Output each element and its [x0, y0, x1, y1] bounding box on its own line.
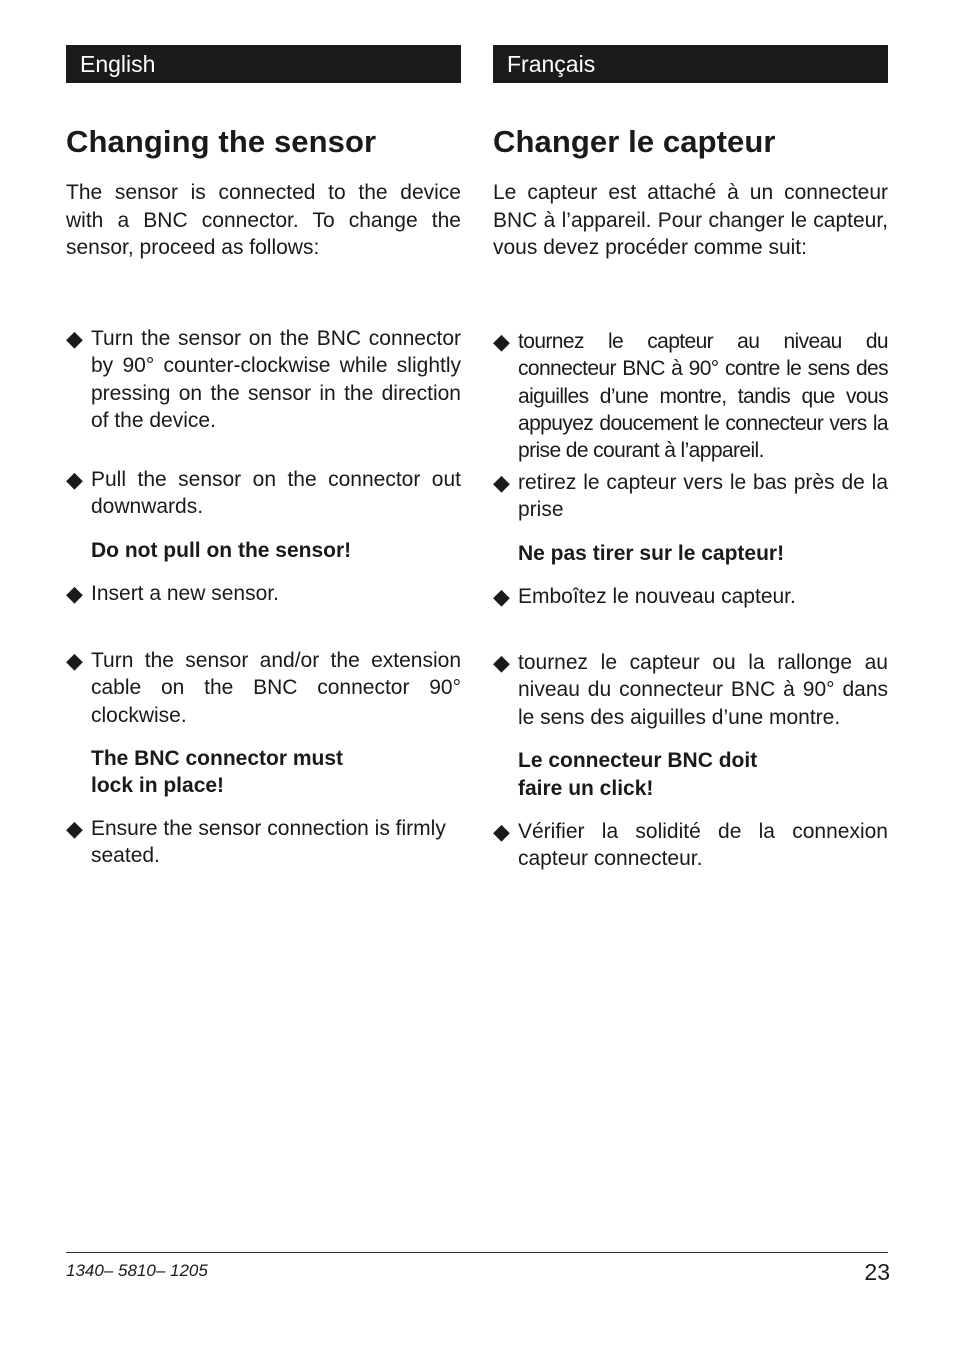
step-text: tournez le capteur au niveau du connecteur BNC à 90° contre le sens des aiguilles d’une montre, tandis que vous appuyez doucement le connecteur vers la prise de courant à l’appareil.: [518, 330, 888, 463]
warning-note: faire un click!: [518, 777, 654, 800]
step-text: retirez le capteur vers le bas près de la prise: [518, 471, 888, 522]
diamond-bullet-icon: ◆: [66, 326, 83, 351]
step-item: [493, 649, 888, 731]
step-text: Turn the sensor on the BNC connector by 90° counter-clockwise while slightly pressing on the sensor in the direction of the device.: [91, 327, 461, 432]
diamond-bullet-icon: ◆: [66, 648, 83, 673]
intro-paragraph-french: Le capteur est attaché à un connecteur BNC à l’appareil. Pour changer le capteur, vous devez procéder comme suit:: [493, 181, 888, 259]
step-item: [66, 325, 461, 434]
warning-note: Do not pull on the sensor!: [91, 539, 352, 562]
warning-note: Ne pas tirer sur le capteur!: [518, 542, 785, 565]
diamond-bullet-icon: ◆: [493, 650, 510, 675]
language-header-english: English: [66, 45, 461, 83]
step-item: [66, 815, 461, 870]
warning-note: lock in place!: [91, 774, 225, 797]
page-title-english: Changing the sensor: [66, 124, 377, 159]
page-title-french: Changer le capteur: [493, 124, 776, 159]
step-text: Vérifier la solidité de la connexion capteur connecteur.: [518, 820, 888, 871]
step-text: tournez le capteur ou la rallonge au niveau du connecteur BNC à 90° dans le sens des aiguilles d’une montre.: [518, 651, 888, 729]
diamond-bullet-icon: ◆: [66, 816, 83, 841]
page-number: 23: [864, 1259, 890, 1285]
diamond-bullet-icon: ◆: [66, 581, 83, 606]
step-item: [493, 328, 888, 464]
language-header-french: Français: [493, 45, 888, 83]
step-text: Pull the sensor on the connector out downwards.: [91, 468, 461, 519]
step-text: Emboîtez le nouveau capteur.: [518, 585, 796, 608]
step-text: Turn the sensor and/or the extension cable on the BNC connector 90° clockwise.: [91, 649, 461, 727]
intro-paragraph-english: The sensor is connected to the device with a BNC connector. To change the sensor, proceed as follows:: [66, 181, 461, 259]
french-column: [493, 45, 888, 871]
step-text: Insert a new sensor.: [91, 582, 279, 605]
warning-note: Le connecteur BNC doit: [518, 749, 758, 772]
diamond-bullet-icon: ◆: [493, 470, 510, 495]
footer-divider: [66, 1252, 888, 1253]
step-text: Ensure the sensor connection is firmly seated.: [91, 817, 446, 868]
step-item: [66, 580, 461, 607]
diamond-bullet-icon: ◆: [493, 329, 510, 354]
warning-note: The BNC connector must: [91, 747, 344, 770]
diamond-bullet-icon: ◆: [493, 819, 510, 844]
step-item: [66, 647, 461, 729]
document-code: 1340– 5810– 1205: [66, 1261, 208, 1280]
diamond-bullet-icon: ◆: [493, 584, 510, 609]
step-item: [66, 466, 461, 521]
step-item: [493, 469, 888, 524]
english-column: [66, 45, 461, 868]
step-item: [493, 818, 888, 873]
diamond-bullet-icon: ◆: [66, 467, 83, 492]
step-item: [493, 583, 888, 610]
